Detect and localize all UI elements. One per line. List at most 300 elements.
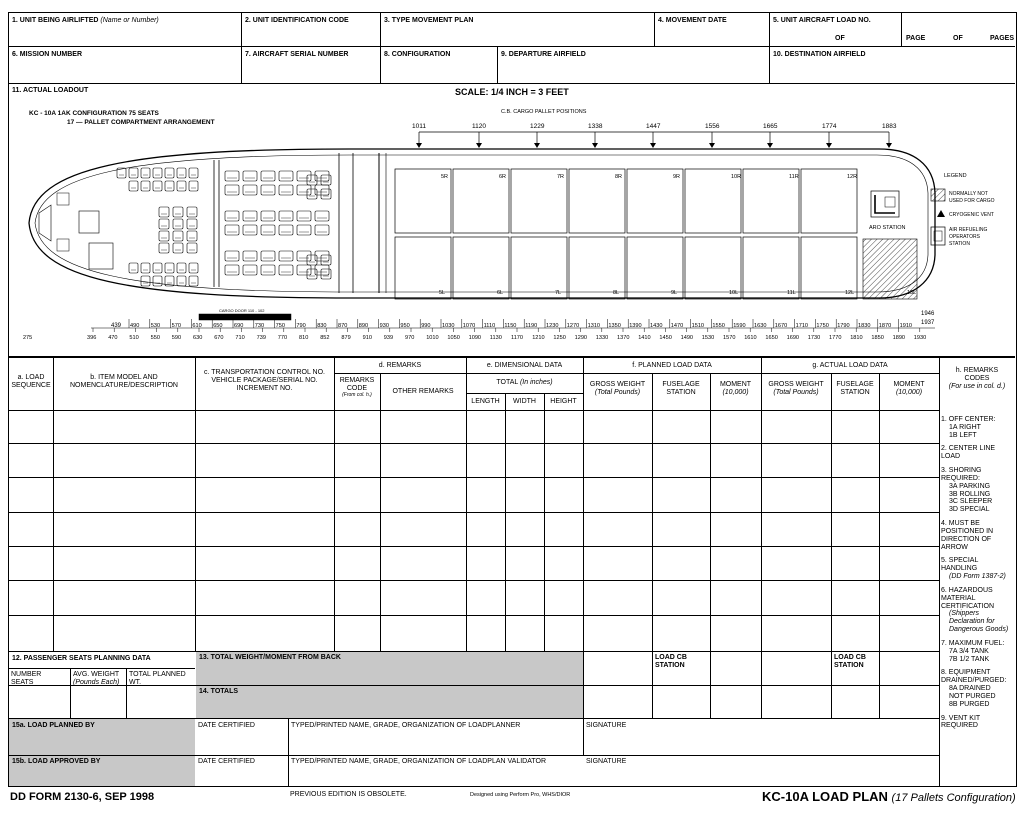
remarks-code-subitem: 8B PURGED (949, 700, 990, 708)
planned-moment-header: MOMENT (10,000) (719, 381, 752, 397)
legend-item3-line1: AIR REFUELING (949, 227, 988, 233)
remarks-code-text: 8. EQUIPMENT (941, 669, 991, 677)
seat-icon (225, 251, 239, 261)
actual-moment-header: MOMENT (10,000) (893, 381, 925, 397)
station-label: 1830 (858, 323, 871, 329)
seat-icon (165, 181, 174, 191)
seat-icon (243, 211, 257, 221)
actual-load-cb-label: LOAD CB STATION (834, 654, 866, 670)
col-c-header: c. TRANSPORTATION CONTROL NO. VEHICLE PACKAGE/SERIAL NO. INCREMENT NO. (204, 369, 325, 393)
station-label: 1210 (532, 335, 545, 341)
station-label: 1530 (701, 335, 715, 341)
seat-icon (261, 265, 275, 275)
station-label: 1710 (795, 323, 809, 329)
remarks-code-item (941, 416, 1015, 439)
station-label: 510 (129, 335, 139, 341)
seat-icon (189, 168, 198, 178)
station-label: 910 (362, 335, 372, 341)
date-certified-2: DATE CERTIFIED (198, 758, 255, 765)
remarks-code-subitem: 1A RIGHT (949, 423, 981, 431)
remarks-code-item (941, 669, 1015, 708)
seat-icon (321, 189, 331, 199)
station-label: 1250 (553, 335, 566, 341)
remarks-code-text: REQUIRED: (941, 474, 980, 482)
seat-icon (141, 181, 150, 191)
station-label: 550 (150, 335, 160, 341)
seat-icon (187, 231, 197, 241)
station-label: 1930 (913, 335, 927, 341)
cb-position-label: 1665 (763, 123, 778, 130)
pallet-label: 10L (729, 290, 739, 296)
remarks-code-item (941, 520, 1015, 551)
seat-icon (177, 181, 186, 191)
pallet-label: 8R (615, 174, 623, 180)
seat-icon (159, 219, 169, 229)
cb-position-label: 1774 (822, 123, 837, 130)
form-number: DD FORM 2130-6, SEP 1998 (10, 791, 155, 803)
remarks-code-text: 3. SHORING (941, 467, 982, 475)
seat-icon (141, 276, 150, 286)
planned-fuselage-header: FUSELAGE STATION (662, 381, 700, 397)
cb-arrow-icon (886, 143, 892, 148)
seat-icon (261, 225, 275, 235)
col-width-header: WIDTH (513, 398, 536, 405)
total-planned-label: TOTAL PLANNED WT. (129, 671, 186, 687)
cb-arrow-icon (476, 143, 482, 148)
seat-icon (177, 276, 186, 286)
station-label: 1150 (504, 323, 517, 329)
station-label: 590 (171, 335, 182, 341)
col-e-header: e. DIMENSIONAL DATA (486, 362, 563, 369)
station-label: 879 (341, 335, 351, 341)
station-label: 570 (171, 323, 181, 329)
seat-icon (297, 265, 311, 275)
cb-position-label: 1011 (412, 123, 426, 130)
seat-icon (225, 211, 239, 221)
seat-icon (177, 168, 186, 178)
seat-icon (129, 168, 138, 178)
station-label: 950 (400, 323, 410, 329)
seat-icon (187, 207, 197, 217)
seat-icon (225, 265, 239, 275)
cb-position-label: 1883 (882, 123, 897, 130)
seat-icon (243, 185, 257, 195)
remarks-code-text: CERTIFICATION (941, 602, 995, 610)
station-label: 1790 (837, 323, 850, 329)
seat-icon (279, 185, 293, 195)
station-label: 790 (296, 323, 306, 329)
seat-icon (189, 276, 198, 286)
signature-2: SIGNATURE (586, 758, 627, 765)
station-label: 1570 (723, 335, 736, 341)
remarks-code-subitem: (DD Form 1387-2) (949, 573, 1006, 581)
remarks-code-text: 4. MUST BE (941, 520, 980, 528)
cb-position-label: 1447 (646, 123, 661, 130)
seat-icon (321, 269, 331, 279)
station-label: 710 (235, 335, 245, 341)
remarks-code-item (941, 467, 1015, 514)
seat-icon (315, 211, 329, 221)
actual-fuselage-header: FUSELAGE STATION (836, 381, 874, 397)
station-label: 1290 (574, 335, 588, 341)
seat-icon (165, 263, 174, 273)
station-label: 1870 (878, 323, 892, 329)
remarks-codes-list (941, 416, 1015, 736)
pallet-label: 6L (497, 290, 504, 296)
seat-icon (279, 225, 293, 235)
seat-icon (307, 189, 317, 199)
pallet-label: 5R (441, 174, 449, 180)
seat-icon (261, 185, 275, 195)
field-11-label: 11. ACTUAL LOADOUT (12, 87, 89, 94)
legend-item1-line2: USED FOR CARGO (949, 198, 995, 204)
col-length-header: LENGTH (471, 398, 500, 405)
cb-position-label: 1338 (588, 123, 603, 130)
seat-icon (297, 211, 311, 221)
field-7-label: 7. AIRCRAFT SERIAL NUMBER (245, 51, 349, 58)
station-label: 890 (358, 323, 369, 329)
seat-icon (141, 263, 150, 273)
remarks-code-text: HANDLING (941, 565, 978, 573)
seat-icon (279, 211, 293, 221)
station-label: 1010 (426, 335, 439, 341)
station-label: 770 (277, 335, 288, 341)
seat-icon (189, 263, 198, 273)
config-line-1: KC - 10A 1AK CONFIGURATION 75 SEATS (29, 110, 159, 117)
station-label: 1550 (712, 323, 725, 329)
seat-icon (173, 243, 183, 253)
pallet-label: 11R (789, 174, 799, 180)
seat-icon (321, 255, 331, 265)
station-label: 1170 (511, 335, 524, 341)
seat-icon (153, 181, 162, 191)
station-label: 1630 (754, 323, 767, 329)
seat-icon (243, 265, 257, 275)
legend-item3-line2: OPERATORS (949, 234, 980, 240)
remarks-code-item (941, 715, 1015, 731)
pallet-label: 11L (787, 290, 796, 296)
seat-icon (187, 219, 197, 229)
station-label: 1390 (629, 323, 642, 329)
seat-icon (129, 181, 138, 191)
field-10-label: 10. DESTINATION AIRFIELD (773, 51, 866, 58)
of-label-2: OF (953, 35, 963, 42)
actual-gross-header: GROSS WEIGHT (Total Pounds) (768, 381, 824, 397)
station-label: 1510 (691, 323, 705, 329)
station-label: 970 (405, 335, 415, 341)
station-label: 650 (213, 323, 223, 329)
station-label: 1350 (608, 323, 621, 329)
cb-position-label: 1120 (472, 123, 486, 130)
seat-icon (279, 251, 293, 261)
station-label: 1730 (807, 335, 821, 341)
station-label: 690 (234, 323, 244, 329)
remarks-code-subitem: 1B LEFT (949, 431, 977, 439)
designed-note: Designed using Perform Pro, WHS/DIOR (470, 792, 571, 798)
seat-icon (173, 231, 183, 241)
seat-icon (165, 168, 174, 178)
station-label: 470 (108, 335, 118, 341)
remarks-code-subitem: (Shippers (949, 610, 979, 618)
station-label: 1070 (462, 323, 476, 329)
seat-icon (173, 219, 183, 229)
station-label: 530 (150, 323, 161, 329)
remarks-code-text: 9. VENT KIT (941, 714, 981, 722)
seat-icon (261, 251, 275, 261)
station-label: 1910 (899, 323, 913, 329)
station-label: 830 (317, 323, 327, 329)
station-label: 1590 (733, 323, 746, 329)
remarks-code-text: DRAINED/PURGED: (941, 677, 1007, 685)
field-3-label: 3. TYPE MOVEMENT PLAN (384, 17, 474, 24)
remarks-code-text: LOAD (941, 453, 961, 461)
remarks-code-item (941, 640, 1015, 663)
station-1937: 1937 (921, 320, 935, 326)
obsolete-note: PREVIOUS EDITION IS OBSOLETE. (290, 791, 407, 798)
signature-1: SIGNATURE (586, 722, 627, 729)
col-f-header: f. PLANNED LOAD DATA (632, 362, 712, 369)
remarks-code-text: 7. MAXIMUM FUEL: (941, 639, 1005, 647)
station-label: 1050 (447, 335, 460, 341)
seat-icon (225, 171, 239, 181)
seat-icon (129, 263, 138, 273)
field-15a-label: 15a. LOAD PLANNED BY (12, 722, 95, 729)
field-6-label: 6. MISSION NUMBER (12, 51, 83, 58)
station-275: 275 (23, 335, 33, 341)
remarks-code-text: POSITIONED IN (941, 527, 994, 535)
seat-icon (187, 243, 197, 253)
config-line-2: 17 — PALLET COMPARTMENT ARRANGEMENT (67, 119, 215, 126)
seat-icon (297, 225, 311, 235)
seat-icon (153, 276, 162, 286)
seat-icon (307, 175, 317, 185)
field-12-label: 12. PASSENGER SEATS PLANNING DATA (12, 655, 151, 662)
field-9-label: 9. DEPARTURE AIRFIELD (501, 51, 586, 58)
cryogenic-vent-icon (937, 210, 945, 217)
seat-icon (159, 207, 169, 217)
station-label: 1370 (617, 335, 630, 341)
pallet-label: 7R (557, 174, 565, 180)
seat-icon (159, 231, 169, 241)
cb-arrow-icon (709, 143, 715, 148)
page-label: PAGE (906, 35, 926, 42)
station-label: 1450 (659, 335, 672, 341)
pallet-label: 5L (439, 290, 446, 296)
station-label: 930 (379, 323, 389, 329)
seat-icon (315, 225, 329, 235)
cb-arrow-icon (416, 143, 422, 148)
pallet-label: 10R (731, 174, 742, 180)
seat-icon (297, 185, 311, 195)
remarks-code-item (941, 587, 1015, 634)
station-label: 490 (130, 323, 140, 329)
field-1-label: 1. UNIT BEING AIRLIFTED (Name or Number) (12, 17, 159, 24)
field-15b-label: 15b. LOAD APPROVED BY (12, 758, 101, 765)
cb-arrow-icon (826, 143, 832, 148)
aircraft-diagram (9, 83, 1015, 356)
remarks-code-subitem: Dangerous Goods) (949, 626, 1009, 634)
remarks-code-text: DIRECTION OF (941, 535, 992, 543)
station-label: 1130 (489, 335, 502, 341)
pallet-label: 12R (847, 174, 858, 180)
station-label: 1850 (871, 335, 884, 341)
scale-label: SCALE: 1/4 INCH = 3 FEET (455, 87, 569, 97)
aro-station-label: ARO STATION (869, 225, 906, 231)
station-label: 1690 (786, 335, 800, 341)
seat-icon (189, 181, 198, 191)
field-14-label: 14. TOTALS (199, 688, 239, 695)
legend-item1-line1: NORMALLY NOT (949, 191, 988, 197)
form-title: KC-10A LOAD PLAN (17 Pallets Configuration) (762, 789, 1016, 804)
typed-name-planner: TYPED/PRINTED NAME, GRADE, ORGANIZATION OF LOADPLANNER (291, 722, 521, 729)
station-label: 1270 (566, 323, 580, 329)
field-2-label: 2. UNIT IDENTIFICATION CODE (245, 17, 349, 24)
seat-icon (307, 269, 317, 279)
dd-form-2130-6 (8, 12, 1017, 787)
remarks-code-text: MATERIAL (941, 594, 976, 602)
station-label: 1310 (587, 323, 601, 329)
date-certified-1: DATE CERTIFIED (198, 722, 255, 729)
field-13-label: 13. TOTAL WEIGHT/MOMENT FROM BACK (199, 654, 341, 661)
remarks-code-item (941, 557, 1015, 580)
pallet-label: 9L (671, 290, 678, 296)
remarks-code-subitem: 3B ROLLING (949, 490, 991, 498)
station-label: 1430 (650, 323, 663, 329)
remarks-code-subitem: NOT PURGED (949, 692, 996, 700)
station-label: 1230 (546, 323, 559, 329)
col-d2-header: OTHER REMARKS (392, 388, 454, 395)
station-label: 739 (256, 335, 266, 341)
col-g-header: g. ACTUAL LOAD DATA (812, 362, 888, 369)
seat-icon (243, 251, 257, 261)
station-label: 1890 (892, 335, 906, 341)
cb-position-label: 1556 (705, 123, 720, 130)
cb-positions-title: C.B. CARGO PALLET POSITIONS (501, 109, 587, 115)
cb-arrow-icon (592, 143, 598, 148)
typed-name-validator: TYPED/PRINTED NAME, GRADE, ORGANIZATION OF LOADPLAN VALIDATOR (291, 758, 547, 765)
number-seats-label: NUMBER SEATS (11, 671, 42, 687)
pallet-label: 12L (845, 290, 855, 296)
remarks-code-subitem: 3D SPECIAL (949, 506, 990, 514)
station-label: 939 (383, 335, 394, 341)
remarks-code-subitem: 8A DRAINED (949, 685, 991, 693)
station-label: 1670 (774, 323, 788, 329)
seat-icon (307, 255, 317, 265)
legend-item3-line3: STATION (949, 241, 970, 247)
station-label: 1030 (442, 323, 455, 329)
col-d-header: d. REMARKS (378, 362, 422, 369)
station-label: 1810 (850, 335, 863, 341)
col-b-header: b. ITEM MODEL AND NOMENCLATURE/DESCRIPTION (70, 374, 178, 390)
of-label: OF (835, 35, 845, 42)
station-label: 1610 (744, 335, 757, 341)
station-label: 1190 (525, 323, 538, 329)
field-4-label: 4. MOVEMENT DATE (658, 17, 727, 24)
col-height-header: HEIGHT (550, 398, 577, 405)
station-label: 396 (87, 335, 97, 341)
field-5-label: 5. UNIT AIRCRAFT LOAD NO. (773, 17, 871, 24)
pallet-label: 8L (613, 290, 620, 296)
station-label: 1470 (670, 323, 684, 329)
avg-weight-label: AVG. WEIGHT (Pounds Each) (73, 671, 120, 687)
cb-arrow-icon (650, 143, 656, 148)
remarks-code-subitem: 7B 1/2 TANK (949, 655, 990, 663)
station-label: 670 (214, 335, 224, 341)
station-label: 852 (320, 335, 330, 341)
legend-hatch-swatch (931, 189, 945, 201)
seat-icon (159, 243, 169, 253)
station-label: 1650 (765, 335, 778, 341)
col-a-header: a. LOAD SEQUENCE (11, 374, 51, 390)
field-8-label: 8. CONFIGURATION (384, 51, 451, 58)
legend-item2: CRYOGENIC VENT (949, 212, 994, 218)
station-label: 610 (192, 323, 202, 329)
legend-title: LEGEND (944, 173, 967, 179)
seat-icon (279, 171, 293, 181)
station-label: 870 (338, 323, 348, 329)
seat-icon (261, 171, 275, 181)
station-label: 730 (254, 323, 265, 329)
station-label: 1770 (829, 335, 842, 341)
station-label: 1750 (816, 323, 829, 329)
cargo-door-label: CARGO DOOR 110 - 102 (219, 308, 265, 313)
remarks-code-text: 1. OFF CENTER: (941, 416, 996, 423)
seat-icon (153, 263, 162, 273)
remarks-code-text: 5. SPECIAL (941, 557, 979, 565)
col-e-total: TOTAL (In inches) (496, 379, 553, 386)
seat-icon (297, 251, 311, 261)
remarks-code-text: ARROW (941, 543, 968, 551)
remarks-code-subitem: Declaration for (949, 618, 995, 626)
remarks-code-text: 6. HAZARDOUS (941, 586, 993, 594)
cb-position-label: 1229 (530, 123, 545, 130)
station-label: 1090 (468, 335, 482, 341)
seat-icon (243, 225, 257, 235)
station-label: 1490 (680, 335, 694, 341)
station-439: 439 (111, 323, 122, 329)
seat-icon (153, 168, 162, 178)
remarks-code-item (941, 445, 1015, 461)
seat-icon (173, 207, 183, 217)
remarks-code-subitem: 7A 3/4 TANK (949, 647, 989, 655)
seat-icon (225, 185, 239, 195)
station-label: 630 (193, 335, 203, 341)
pallet-label: 9R (673, 174, 681, 180)
seat-icon (297, 171, 311, 181)
station-label: 750 (275, 323, 285, 329)
planned-load-cb-label: LOAD CB STATION (655, 654, 687, 670)
remarks-code-text: REQUIRED (941, 722, 978, 730)
seat-icon (243, 171, 257, 181)
seat-icon (321, 175, 331, 185)
operators-station-icon (931, 227, 945, 245)
seat-icon (141, 168, 150, 178)
pallet-label: 6R (499, 174, 507, 180)
pallet-label: 7L (555, 290, 562, 296)
seat-icon (279, 265, 293, 275)
station-label: 1410 (638, 335, 651, 341)
station-1946: 1946 (921, 311, 935, 317)
seat-icon (261, 211, 275, 221)
station-label: 1330 (595, 335, 609, 341)
station-label: 990 (421, 323, 431, 329)
station-label: 810 (299, 335, 309, 341)
remarks-code-text: 2. CENTER LINE (941, 445, 996, 453)
cb-arrow-icon (534, 143, 540, 148)
cb-arrow-icon (767, 143, 773, 148)
seat-icon (225, 225, 239, 235)
pages-label: PAGES (990, 35, 1014, 42)
